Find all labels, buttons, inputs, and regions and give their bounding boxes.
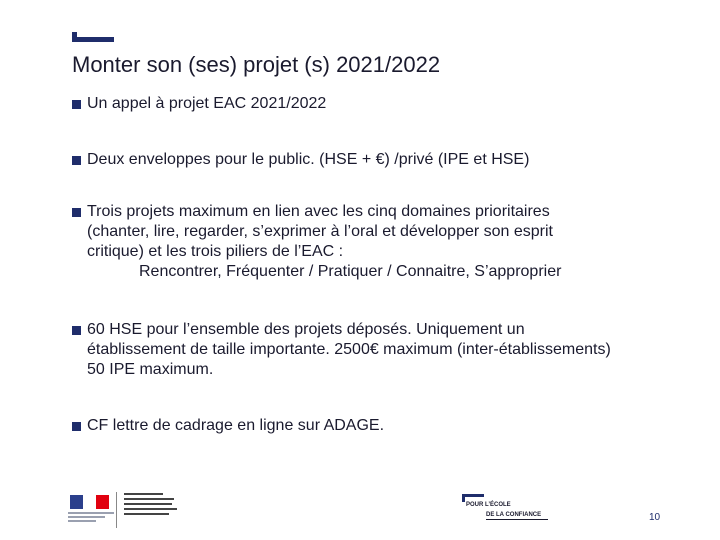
square-bullet-icon [72,156,81,165]
ecole-logo-line1: POUR L’ÉCOLE [466,502,511,508]
bullet-item [72,150,529,170]
square-bullet-icon [72,422,81,431]
bullet-text: Deux enveloppes pour le public. (HSE + €) /privé (IPE et HSE) [87,151,530,168]
slide-title: Monter son (ses) projet (s) 2021/2022 [72,52,441,77]
bullet-item [72,320,611,380]
ministry-name-lines [124,493,180,518]
bullet-text: Rencontrer, Fréquenter / Pratiquer / Connaitre, S’approprier [139,263,562,280]
square-bullet-icon [72,326,81,335]
bullet-item [72,416,384,436]
page-number: 10 [649,512,661,523]
ecole-logo-line2: DE LA CONFIANCE [486,512,542,518]
republique-francaise-flag-icon [64,492,117,528]
bullet-text: CF lettre de cadrage en ligne sur ADAGE. [87,417,385,434]
square-bullet-icon [72,100,81,109]
title-corner-mark [72,32,114,42]
bullet-text: 60 HSE pour l’ensemble des projets déposés. Uniquement un [87,321,525,338]
bullet-text: établissement de taille importante. 2500€ maximum (inter-établissements) [87,341,611,358]
bullet-item [72,202,561,282]
bullet-text: Trois projets maximum en lien avec les cinq domaines prioritaires [87,203,550,220]
bullet-text: Un appel à projet EAC 2021/2022 [87,95,327,112]
bullet-text: 50 IPE maximum. [87,361,214,378]
square-bullet-icon [72,208,81,217]
bullet-item [72,94,326,114]
ecole-de-la-confiance-logo [462,494,552,522]
bullet-text: (chanter, lire, regarder, s’exprimer à l’oral et développer son esprit [87,223,553,240]
ministry-logo [64,492,182,528]
bullet-text: critique) et les trois piliers de l’EAC : [87,243,344,260]
